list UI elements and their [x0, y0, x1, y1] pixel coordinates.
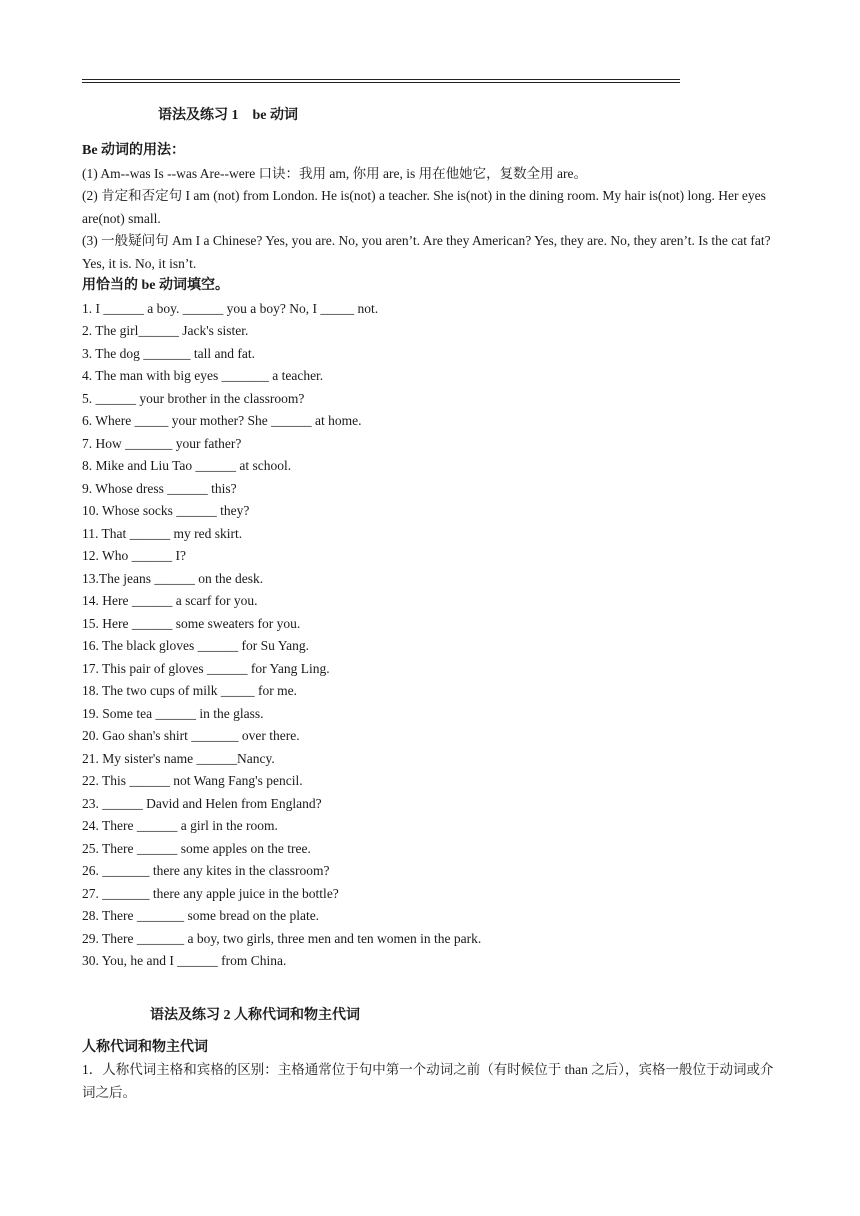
exercise-item: 4. The man with big eyes _______ a teacher. — [82, 368, 324, 383]
exercise-item: 1. I ______ a boy. ______ you a boy? No, I _____ not. — [82, 300, 379, 316]
exercise-item: 16. The black gloves ______ for Su Yang. — [82, 638, 309, 653]
exercise-item: 8. Mike and Liu Tao ______ at school. — [82, 458, 292, 473]
exercise-item: 21. My sister's name ______Nancy. — [82, 750, 275, 766]
exercise-item: 14. Here ______ a scarf for you. — [82, 593, 258, 608]
exercise-item: 23. ______ David and Helen from England? — [82, 795, 322, 811]
exercise-item: 18. The two cups of milk _____ for me. — [82, 683, 297, 698]
exercise-item: 11. That ______ my red skirt. — [82, 525, 243, 541]
exercise-item: 7. How _______ your father? — [82, 435, 242, 451]
top-rule-1 — [82, 79, 680, 80]
document-body — [82, 104, 782, 1104]
rule-line: (2) 肯定和否定句 I am (not) from London. He is(not) a teacher. She is(not) in the dining room. My hair is(not) long. Her eyes are(not) small. — [82, 188, 766, 226]
top-rule-2 — [82, 82, 680, 83]
section1-title: 语法及练习 1 be 动词 — [158, 108, 298, 123]
exercise-item: 5. ______ your brother in the classroom? — [82, 390, 305, 406]
pronoun-heading: 人称代词和物主代词 — [82, 1039, 208, 1055]
exercise-item: 17. This pair of gloves ______ for Yang Ling. — [82, 660, 330, 676]
exercise-item: 10. Whose socks ______ they? — [82, 503, 250, 518]
exercise-item: 3. The dog _______ tall and fat. — [82, 345, 255, 361]
exercise-item: 30. You, he and I ______ from China. — [82, 953, 287, 968]
exercise-item: 24. There ______ a girl in the room. — [82, 818, 278, 833]
exercise-item: 26. _______ there any kites in the classroom? — [82, 863, 330, 878]
exercise-item: 29. There _______ a boy, two girls, three men and ten women in the park. — [82, 930, 482, 946]
rule-line: (1) Am--was Is --was Are--were 口诀：我用 am, 你用 are, is 用在他她它，复数全用 are。 — [82, 165, 588, 181]
exercise-item: 15. Here ______ some sweaters for you. — [82, 615, 301, 631]
pronoun-rule: 1．人称代词主格和宾格的区别：主格通常位于句中第一个动词之前（有时候位于 than 之后），宾格一般位于动词或介词之后。 — [82, 1062, 774, 1100]
exercise-item: 2. The girl______ Jack's sister. — [82, 323, 249, 338]
exercise-item: 19. Some tea ______ in the glass. — [82, 705, 264, 721]
exercise-item: 12. Who ______ I? — [82, 548, 186, 563]
exercise-heading: 用恰当的 be 动词填空。 — [82, 278, 229, 293]
exercise-list — [82, 298, 782, 973]
section2-title: 语法及练习 2 人称代词和物主代词 — [150, 1007, 360, 1023]
exercise-item: 22. This ______ not Wang Fang's pencil. — [82, 773, 303, 788]
exercise-item: 13.The jeans ______ on the desk. — [82, 570, 264, 586]
be-usage-heading: Be 动词的用法： — [82, 143, 186, 158]
exercise-item: 6. Where _____ your mother? She ______ at home. — [82, 413, 362, 428]
exercise-item: 28. There _______ some bread on the plate. — [82, 908, 320, 923]
exercise-item: 20. Gao shan's shirt _______ over there. — [82, 728, 300, 743]
exercise-item: 27. _______ there any apple juice in the bottle? — [82, 885, 339, 901]
exercise-item: 9. Whose dress ______ this? — [82, 480, 237, 496]
exercise-item: 25. There ______ some apples on the tree. — [82, 840, 311, 856]
rule-line: (3) 一般疑问句 Am I a Chinese? Yes, you are. No, you aren’t. Are they American? Yes, they are. No, they aren’t. Is the cat fat? Yes, it is. No, it isn’t. — [82, 233, 771, 271]
